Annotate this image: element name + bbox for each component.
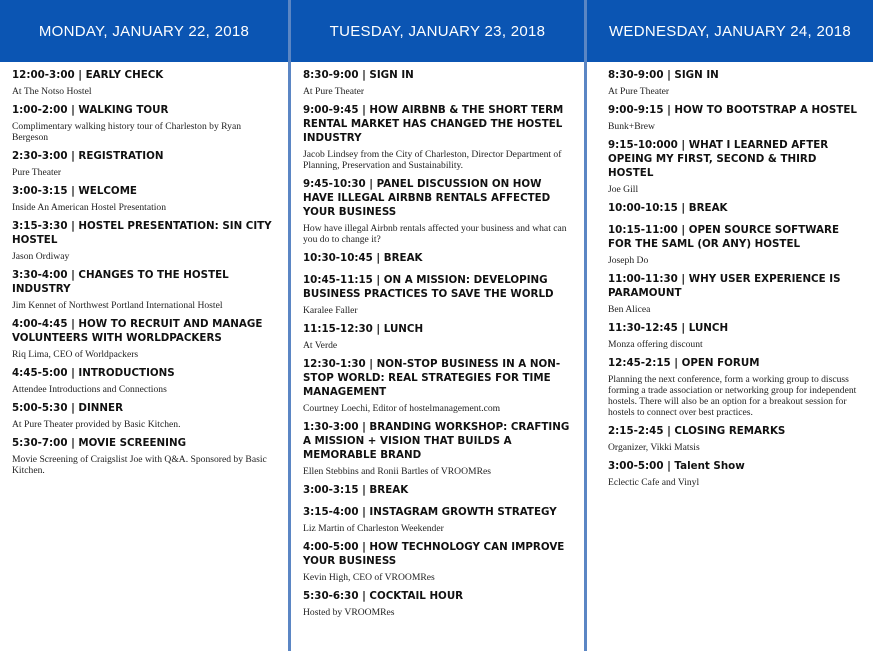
event-item [303, 483, 574, 497]
event-title: 5:30-7:00 | MOVIE SCREENING [12, 437, 187, 449]
event-item [608, 103, 863, 132]
event-title: 12:30-1:30 | NON-STOP BUSINESS IN A NON-STOP WORLD: REAL STRATEGIES FOR TIME MANAGEMENT [303, 358, 561, 398]
event-item [12, 103, 278, 143]
day-header: MONDAY, JANUARY 22, 2018 [0, 0, 288, 62]
event-item [608, 138, 863, 195]
event-description: Inside An American Hostel Presentation [12, 202, 167, 213]
day-column-wednesday [587, 0, 873, 651]
event-description: At The Notso Hostel [12, 86, 92, 97]
event-title: 3:00-5:00 | Talent Show [608, 460, 745, 472]
event-item [303, 420, 574, 477]
event-description: Movie Screening of Craigslist Joe with Q&A. Sponsored by Basic Kitchen. [12, 454, 267, 476]
event-item [608, 272, 863, 315]
event-title: 8:30-9:00 | SIGN IN [608, 69, 719, 81]
event-title: 11:15-12:30 | LUNCH [303, 323, 424, 335]
event-item [303, 589, 574, 618]
event-description: Eclectic Cafe and Vinyl [608, 477, 700, 488]
event-title: 11:30-12:45 | LUNCH [608, 322, 729, 334]
event-item [608, 68, 863, 97]
event-item [12, 184, 278, 213]
event-list [0, 62, 288, 476]
event-item [12, 268, 278, 311]
event-item [608, 424, 863, 453]
event-description: Complimentary walking history tour of Charleston by Ryan Bergeson [12, 121, 242, 143]
event-title: 10:45-11:15 | ON A MISSION: DEVELOPING BUSINESS PRACTICES TO SAVE THE WORLD [303, 274, 554, 300]
event-description: Monza offering discount [608, 339, 703, 350]
event-list [587, 62, 873, 488]
event-title: 2:30-3:00 | REGISTRATION [12, 150, 164, 162]
event-title: 4:00-4:45 | HOW TO RECRUIT AND MANAGE VOLUNTEERS WITH WORLDPACKERS [12, 318, 263, 344]
event-item [12, 219, 278, 262]
event-title: 11:00-11:30 | WHY USER EXPERIENCE IS PARAMOUNT [608, 273, 841, 299]
event-item [303, 103, 574, 171]
event-title: 9:15-10:000 | WHAT I LEARNED AFTER OPEING MY FIRST, SECOND & THIRD HOSTEL [608, 139, 829, 179]
event-item [12, 68, 278, 97]
day-column-tuesday [291, 0, 584, 651]
event-title: 3:30-4:00 | CHANGES TO THE HOSTEL INDUSTRY [12, 269, 229, 295]
event-item [12, 401, 278, 430]
event-item [608, 356, 863, 418]
event-item [303, 68, 574, 97]
event-description: Jim Kennet of Northwest Portland International Hostel [12, 300, 223, 311]
event-item [12, 366, 278, 395]
event-description: Riq Lima, CEO of Worldpackers [12, 349, 139, 360]
event-description: At Pure Theater [608, 86, 670, 97]
event-item [303, 177, 574, 245]
event-list [291, 62, 584, 618]
event-description: Kevin High, CEO of VROOMRes [303, 572, 435, 583]
event-title: 4:00-5:00 | HOW TECHNOLOGY CAN IMPROVE YOUR BUSINESS [303, 541, 565, 567]
event-item [12, 317, 278, 360]
event-title: 10:00-10:15 | BREAK [608, 202, 728, 214]
event-description: At Pure Theater provided by Basic Kitchen. [12, 419, 181, 430]
event-item [303, 251, 574, 265]
day-column-monday [0, 0, 288, 651]
event-item [303, 322, 574, 351]
event-item [303, 505, 574, 534]
day-header: WEDNESDAY, JANUARY 24, 2018 [587, 0, 873, 62]
event-item [608, 201, 863, 215]
event-description: Joseph Do [608, 255, 649, 266]
event-item [303, 273, 574, 316]
event-item [608, 459, 863, 488]
event-item [12, 149, 278, 178]
event-title: 8:30-9:00 | SIGN IN [303, 69, 414, 81]
event-title: 10:15-11:00 | OPEN SOURCE SOFTWARE FOR THE SAML (OR ANY) HOSTEL [608, 224, 839, 250]
event-description: Bunk+Brew [608, 121, 655, 132]
event-item [608, 223, 863, 266]
event-title: 12:00-3:00 | EARLY CHECK [12, 69, 164, 81]
event-description: Hosted by VROOMRes [303, 607, 395, 618]
event-title: 3:15-3:30 | HOSTEL PRESENTATION: SIN CITY HOSTEL [12, 220, 272, 246]
event-description: Liz Martin of Charleston Weekender [303, 523, 444, 534]
event-title: 3:00-3:15 | BREAK [303, 484, 409, 496]
event-description: How have illegal Airbnb rentals affected your business and what can you do to change it? [303, 223, 567, 245]
event-description: Jacob Lindsey from the City of Charleston, Director Department of Planning, Preservation and Sustainability. [303, 149, 562, 171]
event-title: 9:45-10:30 | PANEL DISCUSSION ON HOW HAVE ILLEGAL AIRBNB RENTALS AFFECTED YOUR BUSINESS [303, 178, 551, 218]
event-description: Ben Alicea [608, 304, 651, 315]
day-header: TUESDAY, JANUARY 23, 2018 [291, 0, 584, 62]
event-title: 5:30-6:30 | COCKTAIL HOUR [303, 590, 464, 602]
event-item [608, 321, 863, 350]
event-description: Pure Theater [12, 167, 62, 178]
event-description: Planning the next conference, form a working group to discuss forming a trade association or networking group for independent hostels. There will also be an option for a breakout session for hostels to connect over best practices. [608, 374, 857, 418]
event-description: Jason Ordiway [12, 251, 70, 262]
event-description: Karalee Faller [303, 305, 358, 316]
event-description: Joe Gill [608, 184, 639, 195]
event-item [303, 540, 574, 583]
event-title: 9:00-9:45 | HOW AIRBNB & THE SHORT TERM RENTAL MARKET HAS CHANGED THE HOSTEL INDUSTRY [303, 104, 564, 144]
event-description: Attendee Introductions and Connections [12, 384, 167, 395]
event-title: 1:30-3:00 | BRANDING WORKSHOP: CRAFTING A MISSION + VISION THAT BUILDS A MEMORABLE BRAND [303, 421, 570, 461]
event-item [12, 436, 278, 476]
event-title: 3:15-4:00 | INSTAGRAM GROWTH STRATEGY [303, 506, 557, 518]
event-title: 4:45-5:00 | INTRODUCTIONS [12, 367, 175, 379]
event-title: 10:30-10:45 | BREAK [303, 252, 423, 264]
event-description: At Verde [303, 340, 338, 351]
event-title: 12:45-2:15 | OPEN FORUM [608, 357, 760, 369]
event-title: 3:00-3:15 | WELCOME [12, 185, 137, 197]
event-title: 9:00-9:15 | HOW TO BOOTSTRAP A HOSTEL [608, 104, 857, 116]
event-title: 2:15-2:45 | CLOSING REMARKS [608, 425, 786, 437]
event-item [303, 357, 574, 414]
event-description: At Pure Theater [303, 86, 365, 97]
event-description: Courtney Loechi, Editor of hostelmanagement.com [303, 403, 501, 414]
event-description: Ellen Stebbins and Ronii Bartles of VROOMRes [303, 466, 491, 477]
event-title: 5:00-5:30 | DINNER [12, 402, 124, 414]
event-title: 1:00-2:00 | WALKING TOUR [12, 104, 169, 116]
event-description: Organizer, Vikki Matsis [608, 442, 700, 453]
